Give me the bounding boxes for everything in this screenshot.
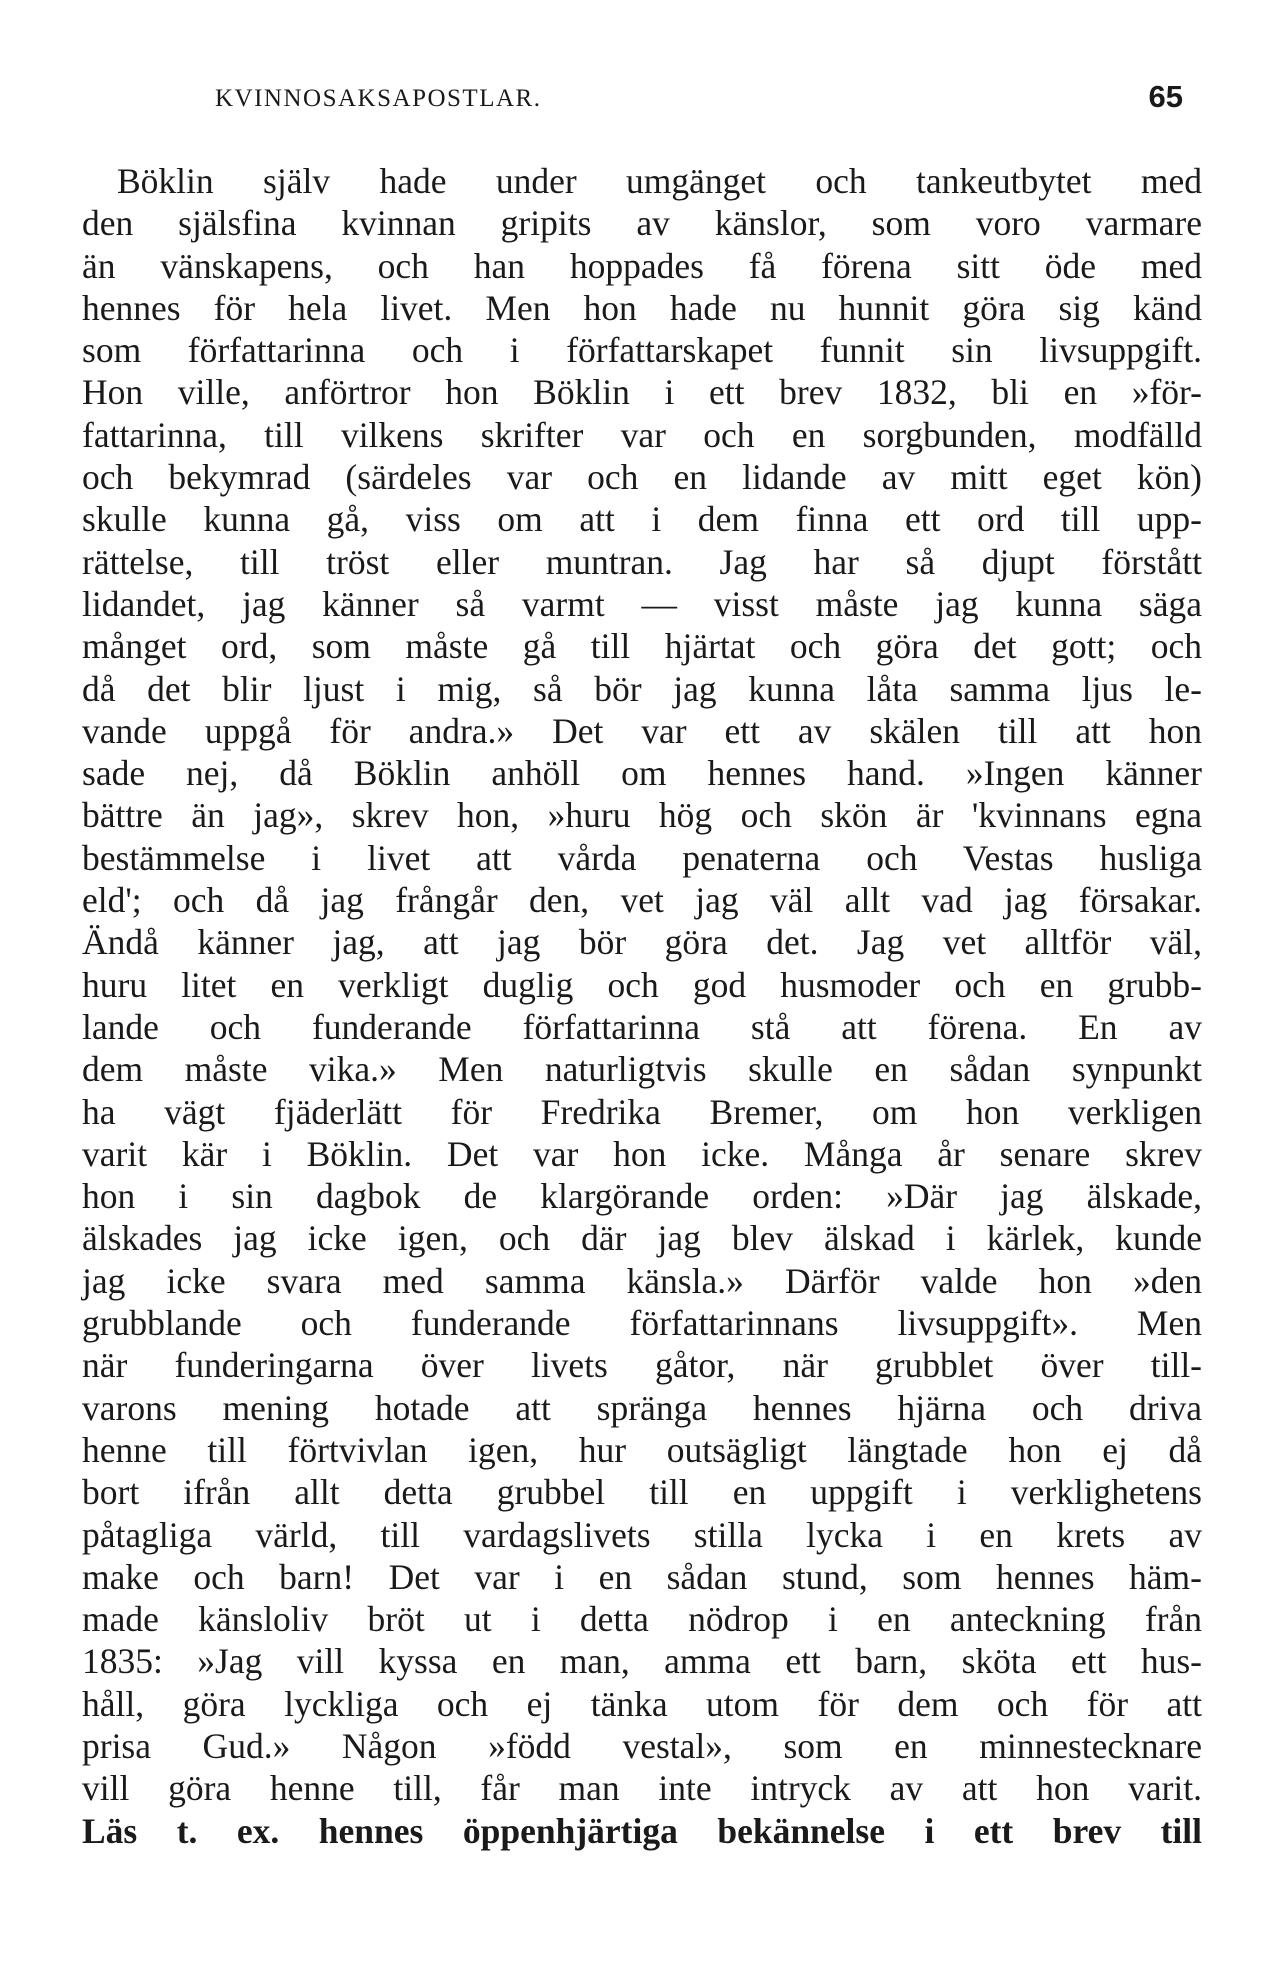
text-line: skulle kunna gå, viss om att i dem finna ett ord till upp- [82,499,1202,540]
text-line: lidandet, jag känner så varmt — visst måste jag kunna säga [82,583,1202,624]
text-line: påtagliga värld, till vardagslivets stilla lycka i en krets av [82,1514,1202,1555]
text-line: då det blir ljust i mig, så bör jag kunna låta samma ljus le- [82,668,1202,709]
text-line: make och barn! Det var i en sådan stund, som hennes häm- [82,1556,1202,1597]
text-line: älskades jag icke igen, och där jag blev älskad i kärlek, kunde [82,1218,1202,1259]
text-line: månget ord, som måste gå till hjärtat och göra det gott; och [82,626,1202,667]
text-line: bort ifrån allt detta grubbel till en uppgift i verklighetens [82,1472,1202,1513]
text-line: hon i sin dagbok de klargörande orden: »Där jag älskade, [82,1176,1202,1217]
text-line: vill göra henne till, får man inte intryck av att hon varit. [82,1768,1202,1809]
text-line: rättelse, till tröst eller muntran. Jag har så djupt förstått [82,541,1202,582]
text-line: håll, göra lyckliga och ej tänka utom för dem och för att [82,1683,1202,1724]
text-line: made känsloliv bröt ut i detta nödrop i en anteckning från [82,1599,1202,1640]
text-line: dem måste vika.» Men naturligtvis skulle en sådan synpunkt [82,1049,1202,1090]
text-line: den själsfina kvinnan gripits av känslor, som voro varmare [82,203,1202,244]
page-number: 65 [1148,79,1183,114]
text-line: jag icke svara med samma känsla.» Därför valde hon »den [82,1260,1202,1301]
text-line: prisa Gud.» Någon »född vestal», som en minnestecknare [82,1725,1202,1766]
text-line: Läs t. ex. hennes öppenhjärtiga bekännelse i ett brev till [82,1810,1202,1851]
text-line: Ändå känner jag, att jag bör göra det. Jag vet alltför väl, [82,922,1202,963]
text-line: hennes för hela livet. Men hon hade nu hunnit göra sig känd [82,287,1202,328]
running-title: KVINNOSAKSAPOSTLAR. [215,85,542,112]
text-line: lande och funderande författarinna stå att förena. En av [82,1006,1202,1047]
text-line: Hon ville, anförtror hon Böklin i ett brev 1832, bli en »för- [82,372,1202,413]
text-line: och bekymrad (särdeles var och en lidande av mitt eget kön) [82,457,1202,498]
text-line: fattarinna, till vilkens skrifter var och en sorgbunden, modfälld [82,414,1202,455]
text-line: som författarinna och i författarskapet funnit sin livsuppgift. [82,330,1202,371]
text-line: grubblande och funderande författarinnans livsuppgift». Men [82,1303,1202,1344]
text-line: eld'; och då jag frångår den, vet jag väl allt vad jag försakar. [82,880,1202,921]
text-line: huru litet en verkligt duglig och god husmoder och en grubb- [82,964,1202,1005]
text-line: varons mening hotade att spränga hennes hjärna och driva [82,1387,1202,1428]
text-line: ha vägt fjäderlätt för Fredrika Bremer, om hon verkligen [82,1091,1202,1132]
body-text [82,160,1202,1852]
text-line: än vänskapens, och han hoppades få förena sitt öde med [82,245,1202,286]
text-line: bättre än jag», skrev hon, »huru hög och skön är 'kvinnans egna [82,795,1202,836]
text-line: henne till förtvivlan igen, hur outsägligt längtade hon ej då [82,1429,1202,1470]
text-line: varit kär i Böklin. Det var hon icke. Många år senare skrev [82,1133,1202,1174]
text-line: sade nej, då Böklin anhöll om hennes hand. »Ingen känner [82,753,1202,794]
text-line: vande uppgå för andra.» Det var ett av skälen till att hon [82,710,1202,751]
text-line: när funderingarna över livets gåtor, när grubblet över till- [82,1345,1202,1386]
text-line: 1835: »Jag vill kyssa en man, amma ett barn, sköta ett hus- [82,1641,1202,1682]
text-line: Böklin själv hade under umgänget och tankeutbytet med [117,161,1202,201]
text-line: bestämmelse i livet att vårda penaterna och Vestas husliga [82,837,1202,878]
